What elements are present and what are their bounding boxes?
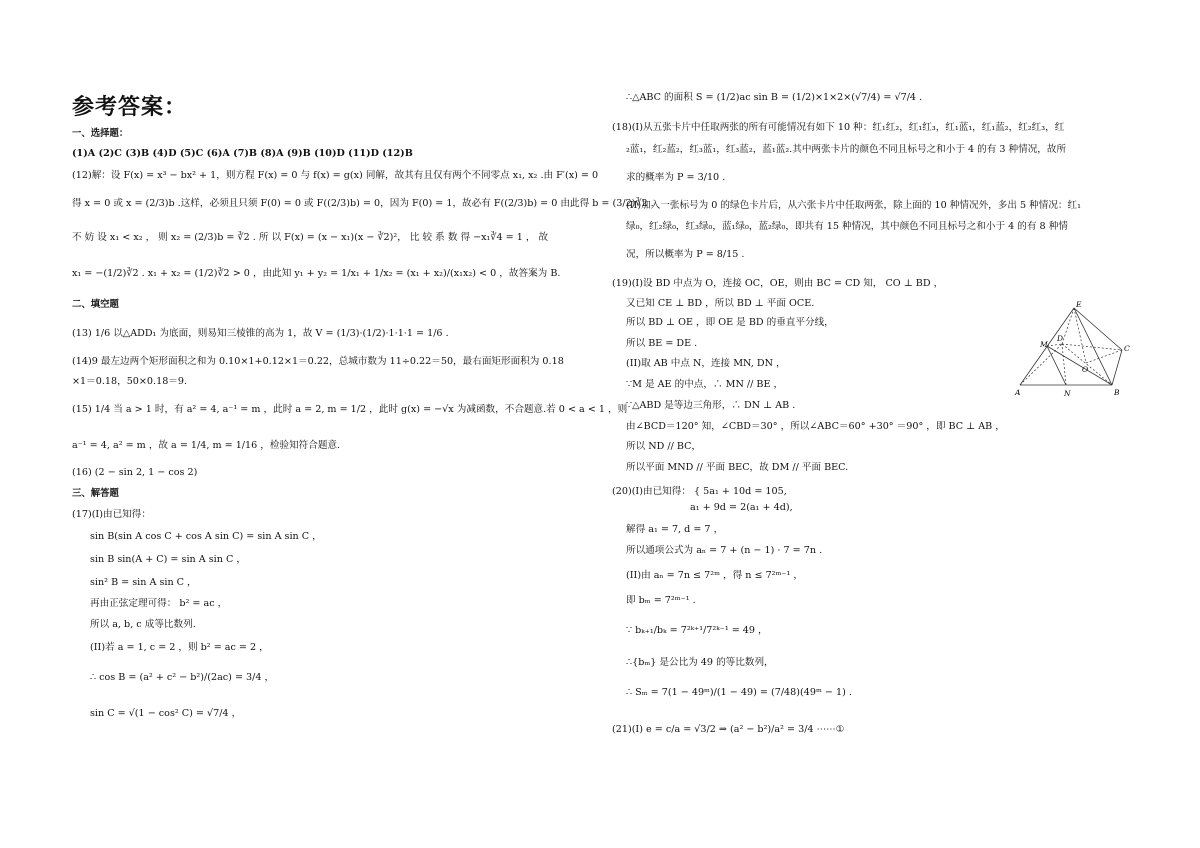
text-line: ∵ bₖ₊₁/bₖ = 7²ᵏ⁺¹/7²ᵏ⁻¹ = 49 ， [626, 625, 768, 636]
text-line: 即 bₘ = 7²ᵐ⁻¹ . [626, 595, 696, 606]
text-line: 所以平面 MND // 平面 BEC，故 DM // 平面 BEC. [626, 462, 849, 473]
label-D: D [1057, 334, 1064, 343]
edge-EO [1074, 308, 1086, 363]
label-O: O [1082, 365, 1089, 374]
text-line: ∴{bₘ} 是公比为 49 的等比数列， [626, 657, 774, 668]
text-line: 求的概率为 P = 3/10 . [626, 172, 726, 183]
text-line: 又已知 CE ⊥ BD ，所以 BD ⊥ 平面 OCE. [626, 298, 815, 309]
text-line: a⁻¹ = 4, a² = m ，故 a = 1/4, m = 1/16 ，检验知符合题意. [72, 440, 341, 451]
text-line: (1)A (2)C (3)B (4)D (5)C (6)A (7)B (8)A (9)B (10)D (11)D (12)B [72, 148, 413, 159]
text-line: 所以 BD ⊥ OE ，即 OE 是 BD 的垂直平分线， [626, 317, 834, 328]
text-line: 二、填空题 [72, 299, 119, 310]
text-line: 解得 a₁ = 7, d = 7 ， [626, 524, 724, 535]
pyramid-figure [1012, 300, 1137, 400]
text-line: 不 妨 设 x₁ < x₂ ， 则 x₂ = (2/3)b = ∛2 . 所 以 F(x) = (x − x₁)(x − ∛2)²， 比 较 系 数 得 −x₁∛4 = 1 ， 故 [72, 232, 549, 243]
text-line: 再由正弦定理可得： b² = ac ， [90, 598, 228, 609]
label-A: A [1015, 388, 1021, 397]
text-line: (13) 1/6 以△ADD₁ 为底面，则易知三棱锥的高为 1，故 V = (1/3)·(1/2)·1·1·1 = 1/6 . [72, 328, 449, 339]
label-C: C [1124, 344, 1130, 353]
text-line: (18)(I)从五张卡片中任取两张的所有可能情况有如下 10 种：红₁红₂，红₁红₃，红₁蓝₁，红₁蓝₂，红₂红₃，红 [612, 122, 1065, 133]
text-line: (14)9 最左边两个矩形面积之和为 0.10×1+0.12×1＝0.22，总城市数为 11÷0.22＝50，最右面矩形面积为 0.18 [72, 356, 564, 367]
text-line: sin B sin(A + C) = sin A sin C ， [90, 554, 246, 565]
text-line: ∴ cos B = (a² + c² − b²)/(2ac) = 3/4 ， [90, 672, 275, 683]
text-line: (II)加入一张标号为 0 的绿色卡片后，从六张卡片中任取两张，除上面的 10 种情况外，多出 5 种情况：红₁ [626, 200, 1081, 211]
edge-ED [1062, 308, 1074, 344]
edge-BC [1112, 350, 1122, 385]
text-line: 三、解答题 [72, 488, 119, 499]
text-line: sin C = √(1 − cos² C) = √7/4 ， [90, 708, 242, 719]
text-line: (15) 1/4 当 a > 1 时，有 a² = 4, a⁻¹ = m ，此时 a = 2, m = 1/2 ，此时 g(x) = −√x 为减函数，不合题意.若 0 < a < 1 ，则 [72, 404, 628, 415]
edge-OC [1086, 350, 1122, 363]
label-M: M [1040, 340, 1048, 349]
text-line: (II)取 AB 中点 N，连接 MN, DN ， [626, 358, 786, 369]
edge-MD [1047, 344, 1062, 346]
label-B: B [1114, 388, 1120, 397]
text-line: x₁ = −(1/2)∛2 . x₁ + x₂ = (1/2)∛2 > 0 ，由此知 y₁ + y₂ = 1/x₁ + 1/x₂ = (x₁ + x₂)/(x₁x₂) < 0 ，故答案为 B. [72, 268, 561, 279]
text-line: ∴ Sₘ = 7(1 − 49ᵐ)/(1 − 49) = (7/48)(49ᵐ − 1) . [626, 687, 852, 698]
text-line: 由∠BCD＝120° 知，∠CBD＝30° ，所以∠ABC＝60° +30° ＝90° ，即 BC ⊥ AB ， [626, 421, 1005, 432]
text-line: (II)由 aₙ = 7n ≤ 7²ᵐ ，得 n ≤ 7²ᵐ⁻¹ ， [626, 570, 803, 581]
text-line: 所以 ND // BC， [626, 441, 702, 452]
text-line: ∵△ABD 是等边三角形，∴ DN ⊥ AB . [626, 400, 796, 411]
text-line: (19)(I)设 BD 中点为 O，连接 OC，OE，则由 BC = CD 知， CO ⊥ BD ， [612, 278, 944, 289]
text-line: 所以 a, b, c 成等比数列. [90, 619, 196, 630]
text-line: (16) (2 − sin 2, 1 − cos 2) [72, 467, 198, 478]
text-line: 所以 BE = DE . [626, 338, 698, 349]
text-line: 所以通项公式为 aₙ = 7 + (n − 1) · 7 = 7n . [626, 545, 823, 556]
text-line: sin B(sin A cos C + cos A sin C) = sin A sin C ， [90, 531, 322, 542]
text-line: 绿₀，红₂绿₀，红₃绿₀，蓝₁绿₀，蓝₂绿₀，即共有 15 种情况，其中颜色不同且标号之和小于 4 的有 8 种情 [626, 221, 1068, 232]
text-line: ₂蓝₁，红₂蓝₂，红₃蓝₁，红₃蓝₂，蓝₁蓝₂.其中两张卡片的颜色不同且标号之和小于 4 的有 3 种情况，故所 [626, 144, 1067, 155]
text-line: 况，所以概率为 P = 8/15 . [626, 249, 745, 260]
page-title: 参考答案： [72, 95, 188, 120]
text-line: (17)(I)由已知得： [72, 509, 151, 520]
text-line: 得 x = 0 或 x = (2/3)b .这样，必须且只须 F(0) = 0 或 F((2/3)b) = 0，因为 F(0) = 1，故必有 F((2/3)b) = 0 由此得 b = (3/2)∛2 . [72, 198, 654, 209]
text-line: (II)若 a = 1, c = 2 ，则 b² = ac = 2 ， [90, 642, 269, 653]
text-line: (12)解：设 F(x) = x³ − bx² + 1，则方程 F(x) = 0 与 f(x) = g(x) 同解，故其有且仅有两个不同零点 x₁, x₂ .由 F′(x) = 0 [72, 170, 599, 181]
text-line: ∴△ABC 的面积 S = (1/2)ac sin B = (1/2)×1×2×(√7/4) = √7/4 . [626, 92, 923, 103]
label-N: N [1064, 389, 1071, 398]
pyramid-diagram [1012, 300, 1137, 400]
text-line: 一、选择题： [72, 128, 129, 139]
text-line: (21)(I) e = c/a = √3/2 ⇒ (a² − b²)/a² = 3/4 ⋯⋯① [612, 724, 845, 735]
edge-EC [1074, 308, 1122, 350]
label-E: E [1076, 300, 1082, 309]
text-line: ×1＝0.18，50×0.18＝9. [72, 376, 188, 387]
text-line: ∵M 是 AE 的中点，∴ MN // BE ， [626, 379, 784, 390]
text-line: (20)(I)由已知得： { 5a₁ + 10d = 105, [612, 486, 787, 497]
text-line: a₁ + 9d = 2(a₁ + 4d), [690, 502, 793, 513]
text-line: sin² B = sin A sin C ， [90, 577, 197, 588]
